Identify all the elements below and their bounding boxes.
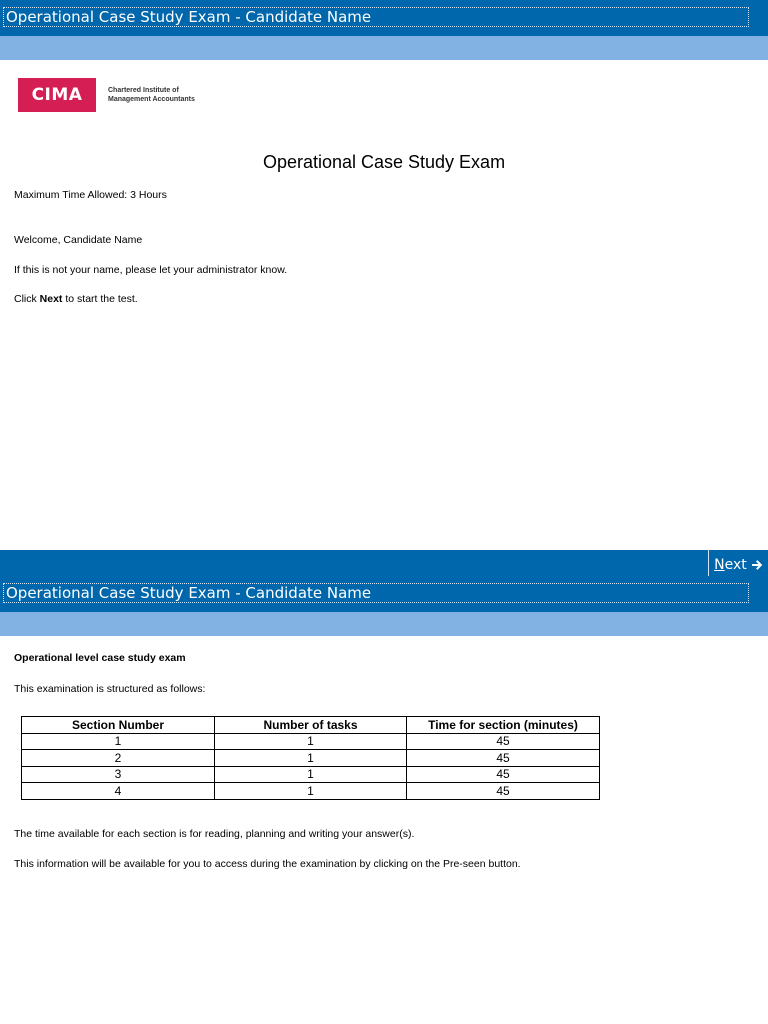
title-bar-2 (0, 576, 768, 612)
next-label-accesskey: N (714, 557, 725, 573)
next-label (714, 557, 747, 573)
click-prefix: Click (14, 293, 40, 305)
sub-bar-2 (0, 612, 768, 636)
table-row (22, 783, 600, 800)
preseen-note: This information will be available for you to access during the examination by clicking on the Pre-seen button. (14, 858, 521, 870)
table-row (22, 750, 600, 767)
time-note: The time available for each section is for reading, planning and writing your answer(s). (14, 828, 415, 840)
col-header-number-of-tasks: Number of tasks (215, 717, 407, 734)
cell-time: 45 (407, 733, 600, 750)
cell-time: 45 (407, 783, 600, 800)
table-row (22, 733, 600, 750)
next-label-rest: ext (724, 557, 747, 573)
logo-text (108, 86, 218, 104)
not-your-name-text: If this is not your name, please let your administrator know. (14, 264, 288, 276)
arrow-right-icon (751, 559, 763, 571)
page-title: Operational Case Study Exam (262, 152, 506, 172)
logo-line-2: Management Accountants (108, 96, 195, 103)
table-row (22, 766, 600, 783)
table-header-row (22, 717, 600, 734)
cell-tasks: 1 (215, 766, 407, 783)
cell-time: 45 (407, 750, 600, 767)
sub-bar (0, 36, 768, 60)
cell-section: 3 (22, 766, 215, 783)
exam-title-2: Operational Case Study Exam - Candidate Name (3, 583, 749, 603)
title-bar (0, 0, 768, 36)
cima-logo (18, 78, 218, 112)
col-header-time-for-section: Time for section (minutes) (407, 717, 600, 734)
cell-time: 45 (407, 766, 600, 783)
click-suffix: to start the test. (62, 293, 138, 305)
sections-table (21, 716, 600, 800)
logo-line-1: Chartered Institute of (108, 87, 179, 94)
cell-tasks: 1 (215, 750, 407, 767)
max-time-text: Maximum Time Allowed: 3 Hours (14, 189, 167, 201)
click-next-bold: Next (39, 293, 63, 305)
section-heading: Operational level case study exam (14, 652, 186, 664)
click-next-text (14, 292, 138, 306)
cell-section: 2 (22, 750, 215, 767)
exam-title: Operational Case Study Exam - Candidate Name (3, 7, 749, 27)
cell-section: 1 (22, 733, 215, 750)
cell-section: 4 (22, 783, 215, 800)
structure-intro: This examination is structured as follows: (14, 683, 206, 695)
cell-tasks: 1 (215, 733, 407, 750)
welcome-text: Welcome, Candidate Name (14, 234, 143, 246)
cell-tasks: 1 (215, 783, 407, 800)
logo-mark: CIMA (18, 78, 96, 112)
col-header-section-number: Section Number (22, 717, 215, 734)
